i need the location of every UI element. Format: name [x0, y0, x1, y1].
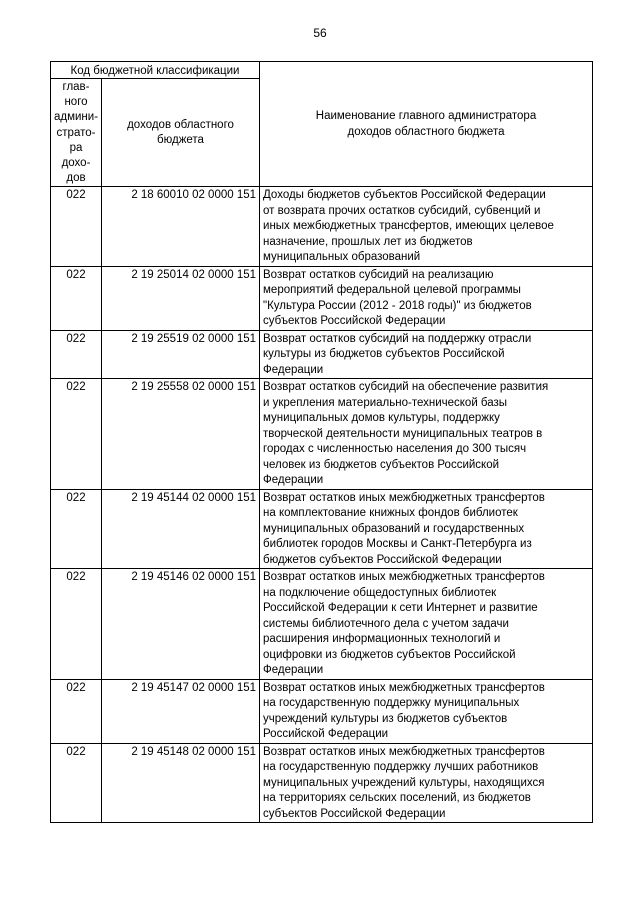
administrator-name-cell: Возврат остатков иных межбюджетных трансфертов на государственную поддержку муниципальных учреждений культуры из бюджетов субъектов Российской Федерации: [260, 679, 593, 743]
table-row: [51, 266, 593, 330]
administrator-name-cell: Возврат остатков иных межбюджетных трансфертов на государственную поддержку лучших работников муниципальных учреждений культуры, находящихся на территориях сельских поселений, из бюджетов субъектов Российской Федерации: [260, 743, 593, 823]
administrator-name-cell: Возврат остатков иных межбюджетных трансфертов на комплектование книжных фондов библиотек муниципальных образований и государственных библиотек городов Москвы и Санкт-Петербурга из бюджетов субъектов Российской Федерации: [260, 489, 593, 569]
table-row: [51, 679, 593, 743]
budget-code-cell: 2 19 25519 02 0000 151: [102, 330, 260, 379]
administrator-name-cell: Возврат остатков субсидий на поддержку отрасли культуры из бюджетов субъектов Российской Федерации: [260, 330, 593, 379]
administrator-code-cell: 022: [51, 679, 102, 743]
header-chief-administrator: глав- ного админи- страто- ра дохо- дов: [51, 79, 102, 187]
administrator-name-cell: Возврат остатков субсидий на реализацию мероприятий федеральной целевой программы "Культура России (2012 - 2018 годы)" из бюджетов субъектов Российской Федерации: [260, 266, 593, 330]
administrator-code-cell: 022: [51, 379, 102, 490]
table-row: [51, 330, 593, 379]
administrator-code-cell: 022: [51, 569, 102, 680]
administrator-code-cell: 022: [51, 330, 102, 379]
administrator-code-cell: 022: [51, 489, 102, 569]
budget-code-cell: 2 19 25558 02 0000 151: [102, 379, 260, 490]
table-row: [51, 187, 593, 267]
administrator-name-cell: Доходы бюджетов субъектов Российской Федерации от возврата прочих остатков субсидий, субвенций и иных межбюджетных трансфертов, имеющих целевое назначение, прошлых лет из бюджетов муниципальных образований: [260, 187, 593, 267]
budget-code-cell: 2 19 45144 02 0000 151: [102, 489, 260, 569]
administrator-code-cell: 022: [51, 266, 102, 330]
administrator-name-cell: Возврат остатков субсидий на обеспечение развития и укрепления материально-технической базы муниципальных домов культуры, поддержку творческой деятельности муниципальных театров в городах с численностью населения до 300 тысяч человек из бюджетов субъектов Российской Федерации: [260, 379, 593, 490]
header-classification-code: Код бюджетной классификации: [51, 62, 260, 79]
page-number: 56: [313, 26, 327, 40]
budget-code-cell: 2 19 45146 02 0000 151: [102, 569, 260, 680]
administrator-code-cell: 022: [51, 187, 102, 267]
budget-code-cell: 2 19 45147 02 0000 151: [102, 679, 260, 743]
administrator-name-cell: Возврат остатков иных межбюджетных трансфертов на подключение общедоступных библиотек Российской Федерации к сети Интернет и развитие системы библиотечного дела с учетом задачи расширения информационных технологий и оцифровки из бюджетов субъектов Российской Федерации: [260, 569, 593, 680]
table-header-group-row: [51, 62, 593, 79]
table-row: [51, 489, 593, 569]
header-regional-budget-income: доходов областного бюджета: [102, 79, 260, 187]
budget-classification-table: [50, 61, 593, 823]
table-row: [51, 379, 593, 490]
budget-code-cell: 2 19 45148 02 0000 151: [102, 743, 260, 823]
header-administrator-name: Наименование главного администратора доходов областного бюджета: [260, 62, 593, 187]
budget-code-cell: 2 19 25014 02 0000 151: [102, 266, 260, 330]
budget-code-cell: 2 18 60010 02 0000 151: [102, 187, 260, 267]
table-row: [51, 569, 593, 680]
table-body: [51, 187, 593, 823]
table-row: [51, 743, 593, 823]
administrator-code-cell: 022: [51, 743, 102, 823]
